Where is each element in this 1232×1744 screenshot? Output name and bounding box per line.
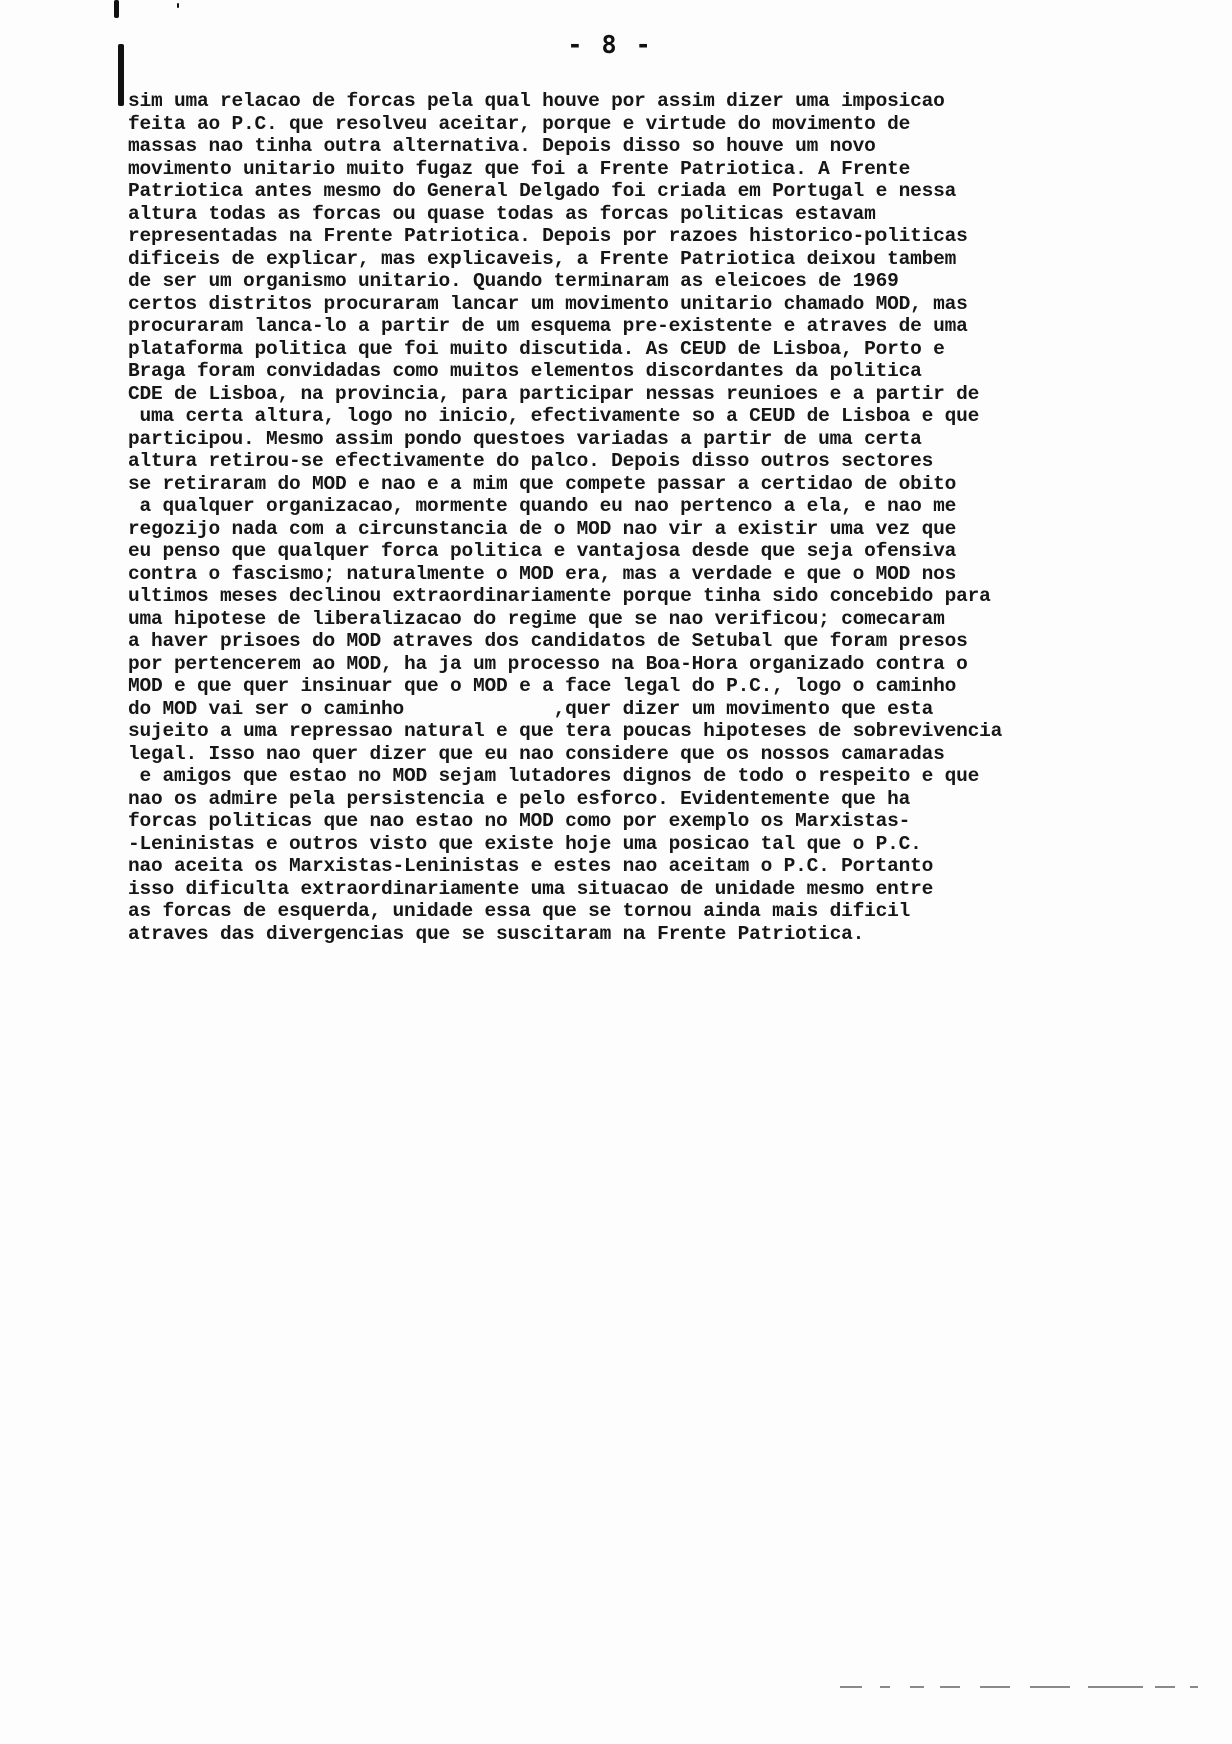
margin-mark <box>177 3 179 8</box>
text-line: por pertencerem ao MOD, ha ja um processo na Boa-Hora organizado contra o <box>128 652 968 675</box>
text-line: CDE de Lisboa, na provincia, para participar nessas reunioes e a partir de <box>128 382 980 405</box>
text-line: uma hipotese de liberalizacao do regime que se nao verificou; comecaram <box>128 607 945 630</box>
page-number: - 8 - <box>567 30 653 59</box>
footer-scan-marks <box>840 1686 1210 1690</box>
text-line: legal. Isso nao quer dizer que eu nao considere que os nossos camaradas <box>128 742 945 765</box>
text-line: eu penso que qualquer forca politica e vantajosa desde que seja ofensiva <box>128 540 957 562</box>
text-line: a haver prisoes do MOD atraves dos candidatos de Setubal que foram presos <box>128 630 968 652</box>
text-line: representadas na Frente Patriotica. Depois por razoes historico-politicas <box>128 225 968 247</box>
text-line: plataforma politica que foi muito discutida. As CEUD de Lisboa, Porto e <box>128 337 945 360</box>
margin-mark <box>118 44 124 106</box>
text-line: dificeis de explicar, mas explicaveis, a Frente Patriotica deixou tambem <box>128 247 957 270</box>
text-line: nao os admire pela persistencia e pelo esforco. Evidentemente que ha <box>128 787 911 810</box>
text-line: se retiraram do MOD e nao e a mim que compete passar a certidao de obito <box>128 472 957 495</box>
text-line: contra o fascismo; naturalmente o MOD era, mas a verdade e que o MOD nos <box>128 562 957 585</box>
text-line: as forcas de esquerda, unidade essa que se tornou ainda mais dificil <box>128 900 911 922</box>
margin-mark <box>114 0 119 18</box>
text-line: atraves das divergencias que se suscitaram na Frente Patriotica. <box>128 922 865 945</box>
text-line: sim uma relacao de forcas pela qual houve por assim dizer uma imposicao <box>128 90 945 112</box>
text-line: a qualquer organizacao, mormente quando eu nao pertenco a ela, e nao me <box>128 495 957 517</box>
text-line: massas nao tinha outra alternativa. Depois disso so houve um novo <box>128 135 876 157</box>
text-line: nao aceita os Marxistas-Leninistas e estes nao aceitam o P.C. Portanto <box>128 855 934 877</box>
text-line: Braga foram convidadas como muitos elementos discordantes da politica <box>128 360 922 382</box>
text-line: forcas politicas que nao estao no MOD como por exemplo os Marxistas- <box>128 810 911 832</box>
text-line: certos distritos procuraram lancar um movimento unitario chamado MOD, mas <box>128 292 968 315</box>
text-line: procuraram lanca-lo a partir de um esquema pre-existente e atraves de uma <box>128 315 968 337</box>
text-line: movimento unitario muito fugaz que foi a Frente Patriotica. A Frente <box>128 157 911 180</box>
text-line: Patriotica antes mesmo do General Delgado foi criada em Portugal e nessa <box>128 180 957 202</box>
text-line: altura retirou-se efectivamente do palco. Depois disso outros sectores <box>128 450 934 472</box>
text-line: do MOD vai ser o caminho ,quer dizer um movimento que esta <box>128 697 934 720</box>
text-line: de ser um organismo unitario. Quando terminaram as eleicoes de 1969 <box>128 270 899 292</box>
text-line: regozijo nada com a circunstancia de o MOD nao vir a existir uma vez que <box>128 517 957 540</box>
text-line: participou. Mesmo assim pondo questoes variadas a partir de uma certa <box>128 427 922 450</box>
body-text <box>128 90 1208 945</box>
text-line: altura todas as forcas ou quase todas as forcas politicas estavam <box>128 202 876 225</box>
text-line: isso dificulta extraordinariamente uma situacao de unidade mesmo entre <box>128 877 934 900</box>
text-line: sujeito a uma repressao natural e que tera poucas hipoteses de sobrevivencia <box>128 720 1003 742</box>
text-line: ultimos meses declinou extraordinariamente porque tinha sido concebido para <box>128 585 991 607</box>
text-line: e amigos que estao no MOD sejam lutadores dignos de todo o respeito e que <box>128 765 980 787</box>
text-line: feita ao P.C. que resolveu aceitar, porque e virtude do movimento de <box>128 112 911 135</box>
text-line: uma certa altura, logo no inicio, efectivamente so a CEUD de Lisboa e que <box>128 405 980 427</box>
text-line: MOD e que quer insinuar que o MOD e a face legal do P.C., logo o caminho <box>128 675 957 697</box>
text-line: -Leninistas e outros visto que existe hoje uma posicao tal que o P.C. <box>128 832 922 855</box>
